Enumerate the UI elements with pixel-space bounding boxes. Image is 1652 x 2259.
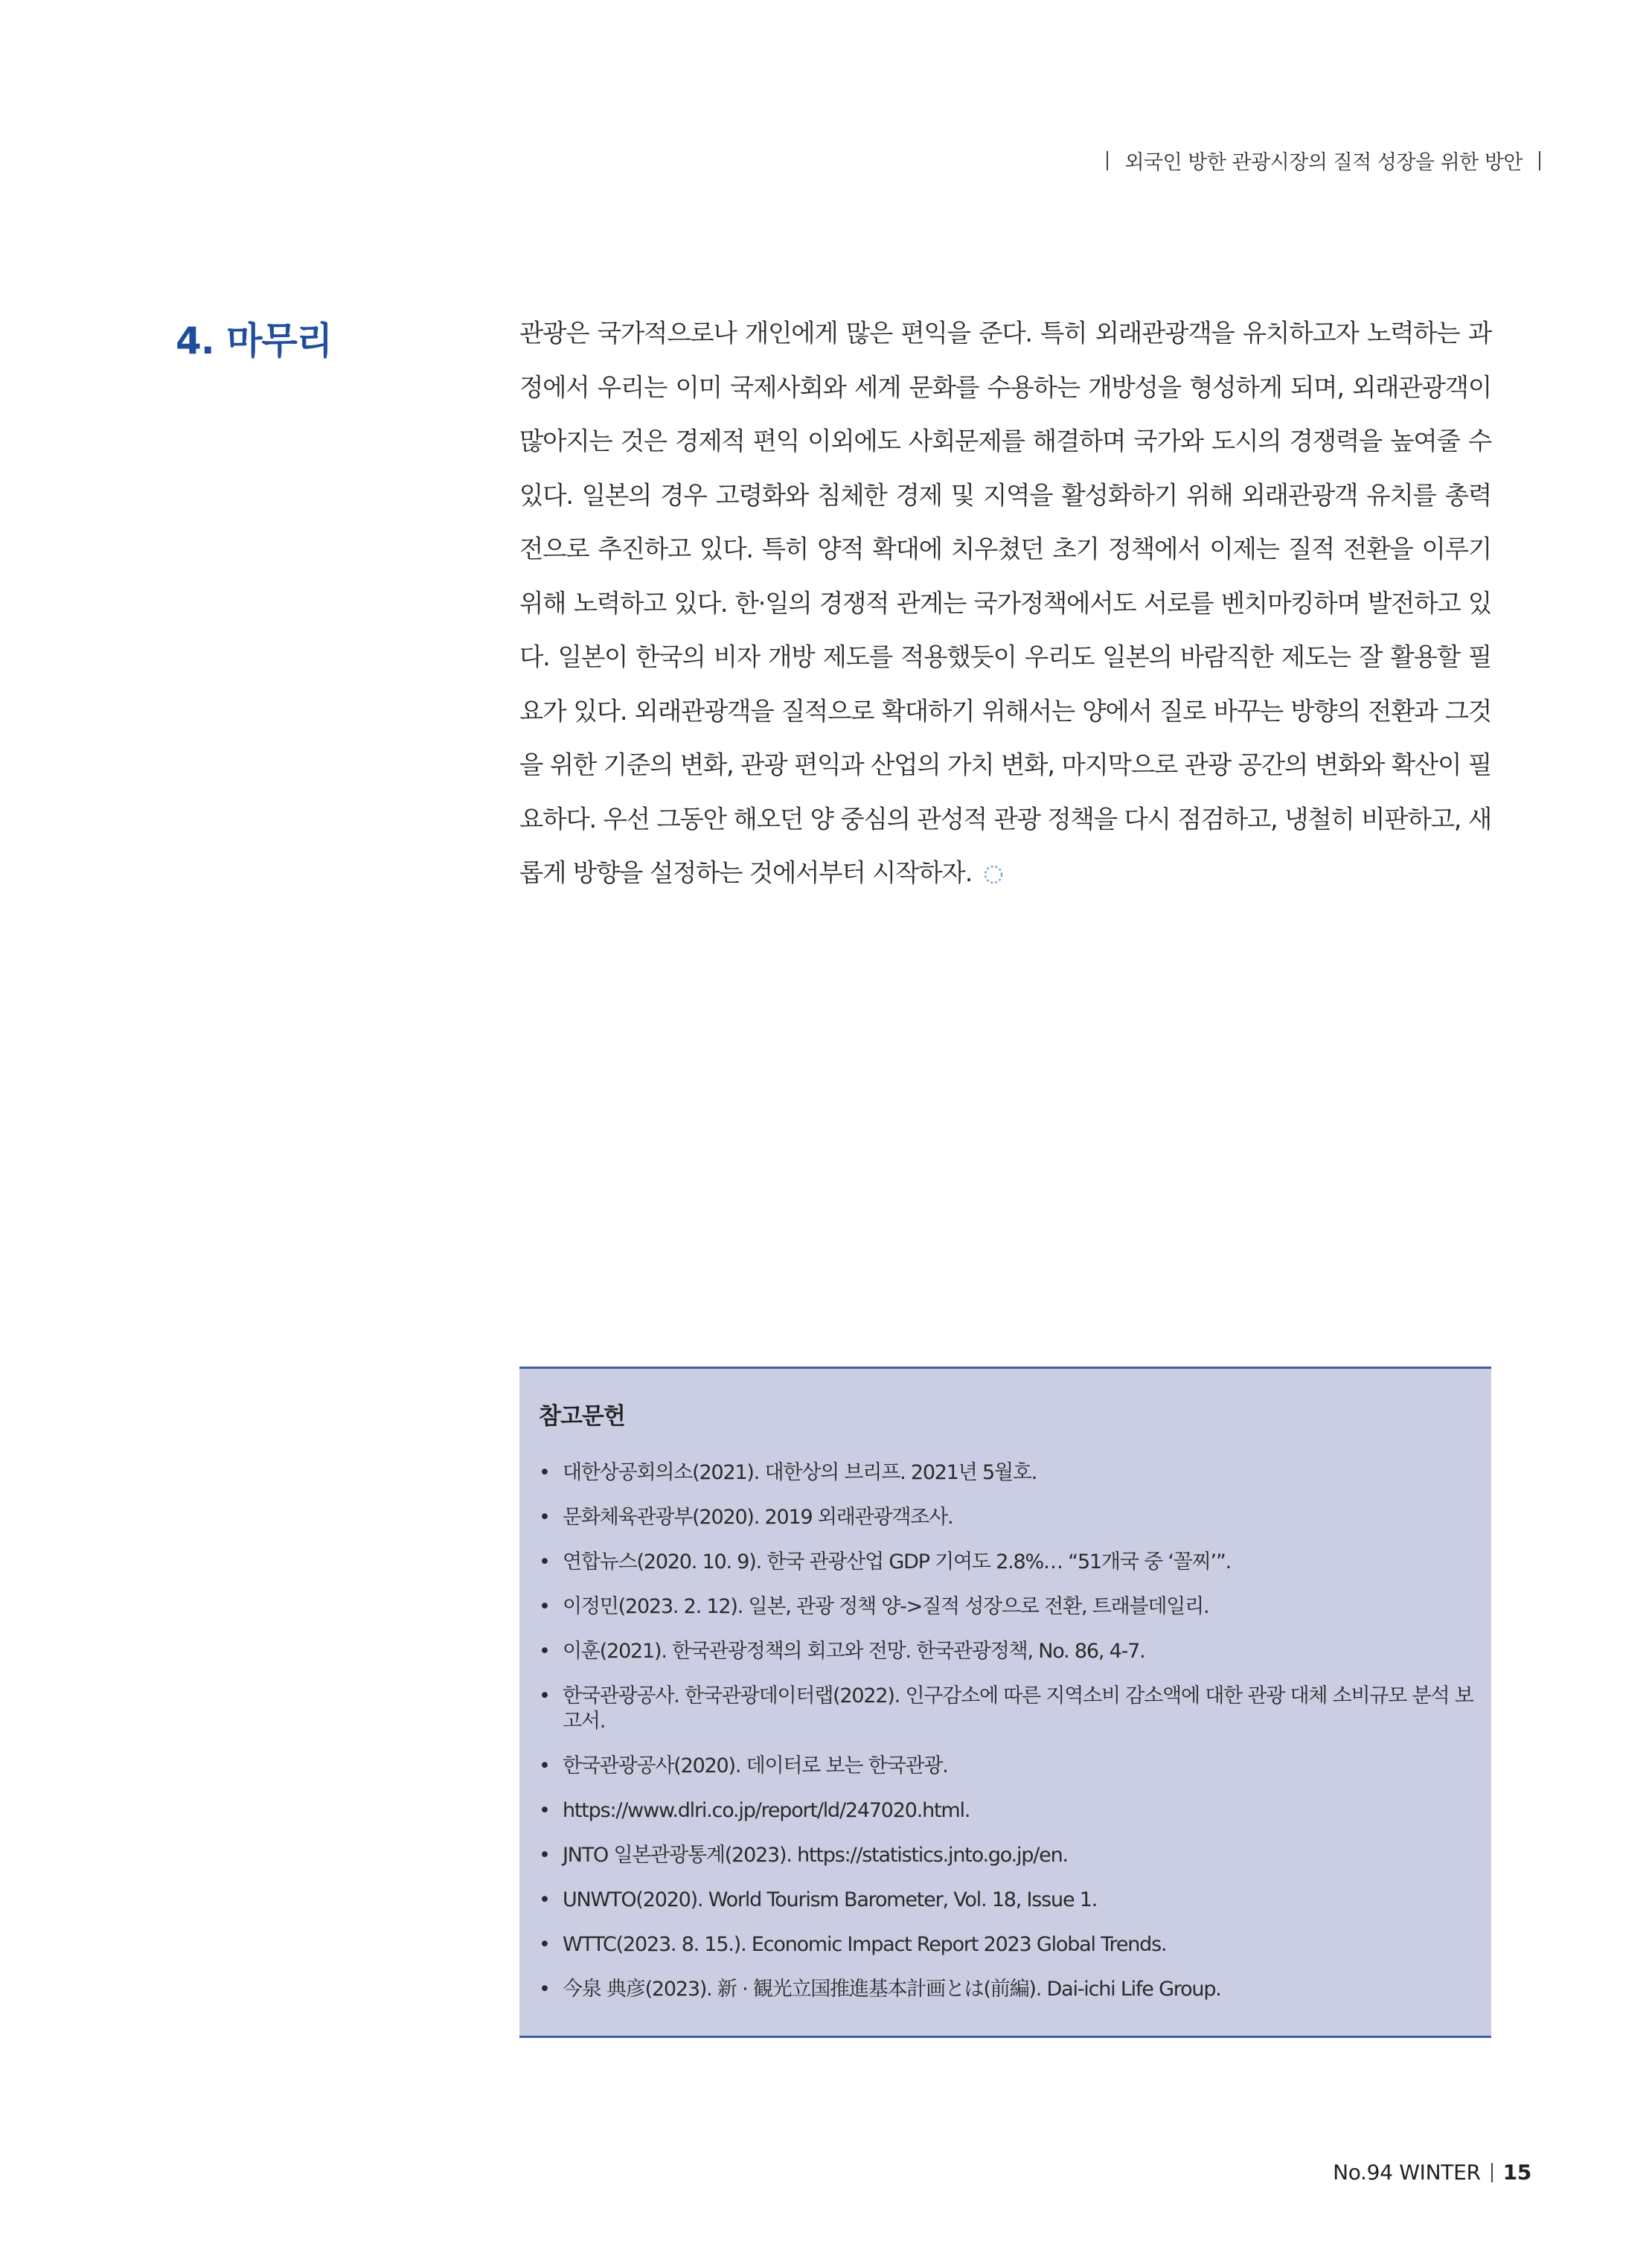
end-mark-icon [982, 863, 1005, 886]
bullet: • [539, 1461, 550, 1484]
reference-text: JNTO 일본관광통계(2023). https://statistics.jnto.go.jp/en. [563, 1844, 1068, 1867]
bullet: • [539, 1506, 550, 1529]
bullet: • [539, 1844, 550, 1867]
references-box [519, 1367, 1491, 2038]
running-title: 외국인 방한 관광시장의 질적 성장을 위한 방안 [1124, 151, 1523, 174]
reference-item [539, 1932, 1473, 1958]
reference-item [539, 1550, 1473, 1575]
reference-item [539, 1460, 1473, 1486]
reference-item [539, 1798, 1473, 1824]
reference-item [539, 1684, 1473, 1734]
bullet: • [539, 1888, 550, 1911]
reference-text: https://www.dlri.co.jp/report/ld/247020.html. [563, 1799, 970, 1822]
reference-text: 今泉 典彦(2023). 新 · 観光立国推進基本計画とは(前編). Dai-ichi Life Group. [563, 1978, 1221, 2001]
section-title: 4. 마무리 [176, 319, 333, 362]
reference-text: UNWTO(2020). World Tourism Barometer, Vol. 18, Issue 1. [563, 1888, 1098, 1911]
paragraph-text: 관광은 국가적으로나 개인에게 많은 편익을 준다. 특히 외래관광객을 유치하고자 노력하는 과정에서 우리는 이미 국제사회와 세계 문화를 수용하는 개방성을 형성하게 되며, 외래관광객이 많아지는 것은 경제적 편익 이외에도 사회문제를 해결하며 국가와 도시의 경쟁력을 높여줄 수 있다. 일본의 경우 고령화와 침체한 경제 및 지역을 활성화하기 위해 외래관광객 유치를 총력전으로 추진하고 있다. 특히 양적 확대에 치우쳤던 초기 정책에서 이제는 질적 전환을 이루기 위해 노력하고 있다. 한·일의 경쟁적 관계는 국가정책에서도 서로를 벤치마킹하며 발전하고 있다. 일본이 한국의 비자 개방 제도를 적용했듯이 우리도 일본의 바람직한 제도는 잘 활용할 필요가 있다. 외래관광객을 질적으로 확대하기 위해서는 양에서 질로 바꾸는 방향의 전환과 그것을 위한 기준의 변화, 관광 편익과 산업의 가치 변화, 마지막으로 관광 공간의 변화와 확산이 필요하다. 우선 그동안 해오던 양 중심의 관성적 관광 정책을 다시 점검하고, 냉철히 비판하고, 새롭게 방향을 설정하는 것에서부터 시작하자. [519, 319, 1491, 887]
bullet: • [539, 1550, 550, 1573]
reference-item [539, 1505, 1473, 1530]
bullet: • [539, 1684, 550, 1707]
reference-text: 한국관광공사. 한국관광데이터랩(2022). 인구감소에 따른 지역소비 감소액에 대한 관광 대체 소비규모 분석 보고서. [563, 1684, 1473, 1733]
reference-item [539, 1888, 1473, 1913]
reference-text: WTTC(2023. 8. 15.). Economic Impact Report 2023 Global Trends. [563, 1933, 1167, 1956]
bullet: • [539, 1595, 550, 1618]
bullet: • [539, 1933, 550, 1956]
reference-text: 문화체육관광부(2020). 2019 외래관광객조사. [563, 1506, 953, 1529]
page-footer [1333, 2160, 1531, 2185]
reference-item [539, 1977, 1473, 2002]
footer-divider [1491, 2163, 1493, 2182]
reference-text: 연합뉴스(2020. 10. 9). 한국 관광산업 GDP 기여도 2.8%… “51개국 중 ‘꼴찌’”. [563, 1550, 1232, 1573]
bullet: • [539, 1754, 550, 1777]
bullet: • [539, 1978, 550, 2001]
reference-text: 이정민(2023. 2. 12). 일본, 관광 정책 양->질적 성장으로 전환, 트래블데일리. [563, 1595, 1209, 1618]
reference-item [539, 1639, 1473, 1664]
reference-text: 이훈(2021). 한국관광정책의 회고와 전망. 한국관광정책, No. 86, 4-7. [563, 1640, 1145, 1663]
reference-item [539, 1843, 1473, 1868]
references-list [539, 1460, 1473, 2002]
references-title: 참고문헌 [539, 1403, 625, 1430]
reference-text: 한국관광공사(2020). 데이터로 보는 한국관광. [563, 1754, 948, 1777]
reference-text: 대한상공회의소(2021). 대한상의 브리프. 2021년 5월호. [563, 1461, 1037, 1484]
issue-label: No.94 WINTER [1333, 2160, 1481, 2185]
reference-item [539, 1754, 1473, 1779]
body-paragraph [519, 307, 1491, 901]
bullet: • [539, 1640, 550, 1663]
reference-item [539, 1594, 1473, 1620]
running-header [1107, 146, 1540, 175]
header-divider-right [1539, 151, 1540, 170]
bullet: • [539, 1799, 550, 1822]
header-divider-left [1107, 151, 1108, 170]
page-number: 15 [1502, 2160, 1531, 2185]
